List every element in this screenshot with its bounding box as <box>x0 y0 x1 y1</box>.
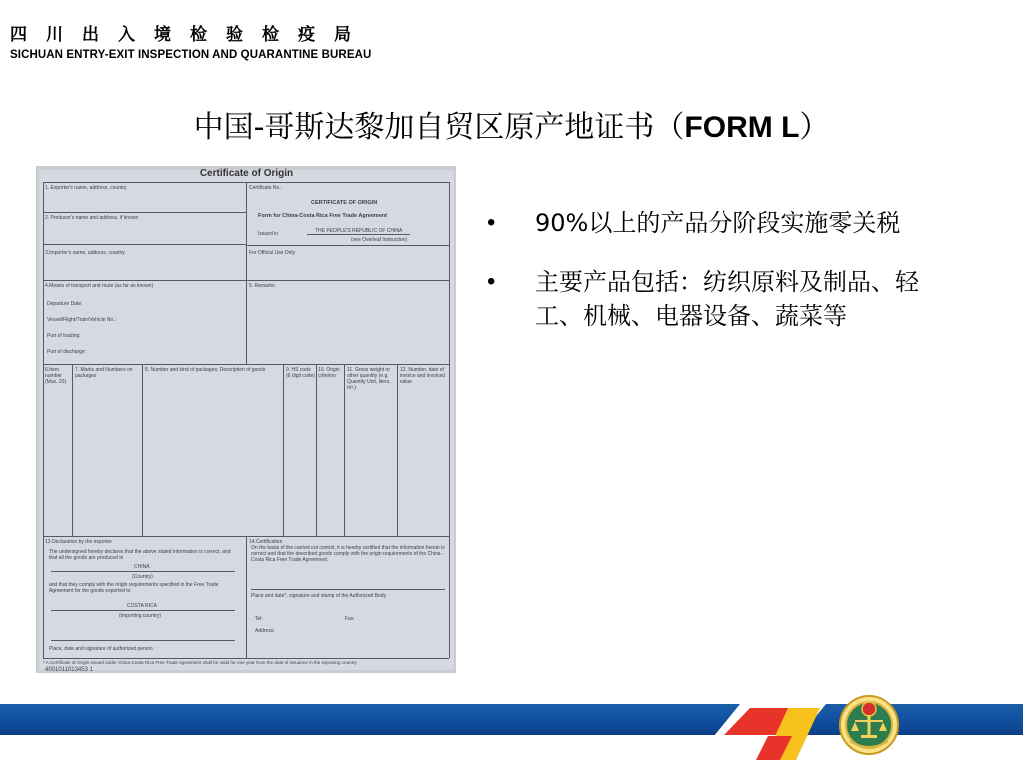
inspection-quarantine-emblem-icon <box>838 693 900 757</box>
certificate-photo <box>36 166 456 673</box>
cert-footnote: * A Certificate of Origin issued under China-Costa Rica Free Trade Agreement shall be valid for one year from the date of issuance in the exporting country <box>43 660 357 665</box>
cert-box-3: 3.Importer's name, address, country <box>45 250 125 256</box>
cert-title: Certificate of Origin <box>199 168 294 179</box>
cert-box-1: 1. Exporter's name, address, country <box>45 185 127 191</box>
cert-box-13: 13.Declaration by the exporter <box>45 539 112 545</box>
bullet-marker: • <box>487 209 496 236</box>
bullet-item-zero-tariff <box>487 206 967 240</box>
cert-serial: 4001011013453 1 <box>45 667 93 673</box>
bullet-item-main-products <box>487 265 967 333</box>
cert-port-discharge: Port of discharge: <box>47 349 87 355</box>
cert-box-2: 2. Producer's name and address, if known <box>45 215 139 221</box>
cert-heading: CERTIFICATE OF ORIGIN <box>311 200 378 206</box>
cert-form-for: Form for China-Costa Rica Free Trade Agreement <box>258 213 388 219</box>
cert-departure: Departure Date: <box>47 301 83 307</box>
cert-place-stamp: Place and date*, signature and stamp of the Authorized Body <box>251 593 387 599</box>
cert-col-7: 7. Marks and Numbers on packages <box>75 367 133 379</box>
slide-title-close: ） <box>799 110 830 145</box>
slide-title-cn: 中国-哥斯达黎加自贸区原产地证书（ <box>193 110 685 145</box>
cert-col-8: 8. Number and kind of packages; Description of goods <box>145 367 266 373</box>
cert-country-label: (Country) <box>132 574 153 580</box>
cert-issued-in: Issued in <box>258 231 279 237</box>
cert-declaration-text: The undersigned hereby declares that the above stated information is correct, and that all the goods are produced in <box>49 549 231 561</box>
org-name-en: SICHUAN ENTRY-EXIT INSPECTION AND QUARANTINE BUREAU <box>10 49 372 61</box>
cert-comply-text: and that they comply with the origin requirements specified in the Free Trade Agreement for the goods exported to <box>49 582 219 594</box>
cert-box-4: 4.Means of transport and route (as far as known) <box>45 283 154 289</box>
bullet-marker: • <box>487 268 496 295</box>
cert-col-10: 10. Origin criterion <box>318 367 340 379</box>
cert-fax: Fax: <box>345 616 355 622</box>
org-name-cn: 四川出入境检验检疫局 <box>10 25 370 45</box>
certificate-paper <box>39 168 454 673</box>
cert-number-label: Certificate No.: <box>249 185 283 191</box>
cert-place-date: Place, date and signature of authorized person <box>49 646 153 652</box>
cert-tel: Tel: <box>255 616 263 622</box>
bullet-text: 90%以上的产品分阶段实施零关税 <box>535 209 901 237</box>
cert-issuer: THE PEOPLE'S REPUBLIC OF CHINA <box>307 228 410 235</box>
cert-country-import: COSTA RICA <box>127 603 157 609</box>
cert-col-12: 12. Number, date of invoice and invoiced value <box>400 367 446 385</box>
cert-col-6: 6.Item number (Max. 20) <box>45 367 67 385</box>
bullet-text: 主要产品包括：纺织原料及制品、轻工、机械、电器设备、蔬菜等 <box>535 268 919 330</box>
cert-box-5: 5. Remarks: <box>249 283 276 289</box>
cert-col-11: 11. Gross weight or other quantity (e.g. Quantity Unit, liters, m³.) <box>347 367 391 391</box>
slide-title-latin: FORM L <box>684 111 800 144</box>
cert-address: Address: <box>255 628 275 634</box>
cert-certification-text: On the basis of the carried out control, it is hereby certified that the information herein is correct and that the described goods comply with the origin requirements of the China - Costa Rica Free Trade Agreement. <box>251 545 445 563</box>
cert-col-9: 9. HS code (6 digit code) <box>286 367 315 379</box>
cert-box-14: 14.Certification <box>249 539 283 545</box>
cert-country-export: CHINA <box>134 564 150 570</box>
cert-official-use: For Official Use Only <box>249 250 296 256</box>
bullet-list <box>487 206 967 358</box>
cert-see-overleaf: (see Overleaf Instruction) <box>351 237 408 243</box>
slide-title <box>0 102 1023 146</box>
footer-stripes-graphic <box>700 700 840 767</box>
cert-port-loading: Port of loading: <box>47 333 81 339</box>
cert-importing-label: (Importing country) <box>119 613 161 619</box>
cert-vessel: Vessel/Flight/Train/Vehicle No.: <box>47 317 117 323</box>
